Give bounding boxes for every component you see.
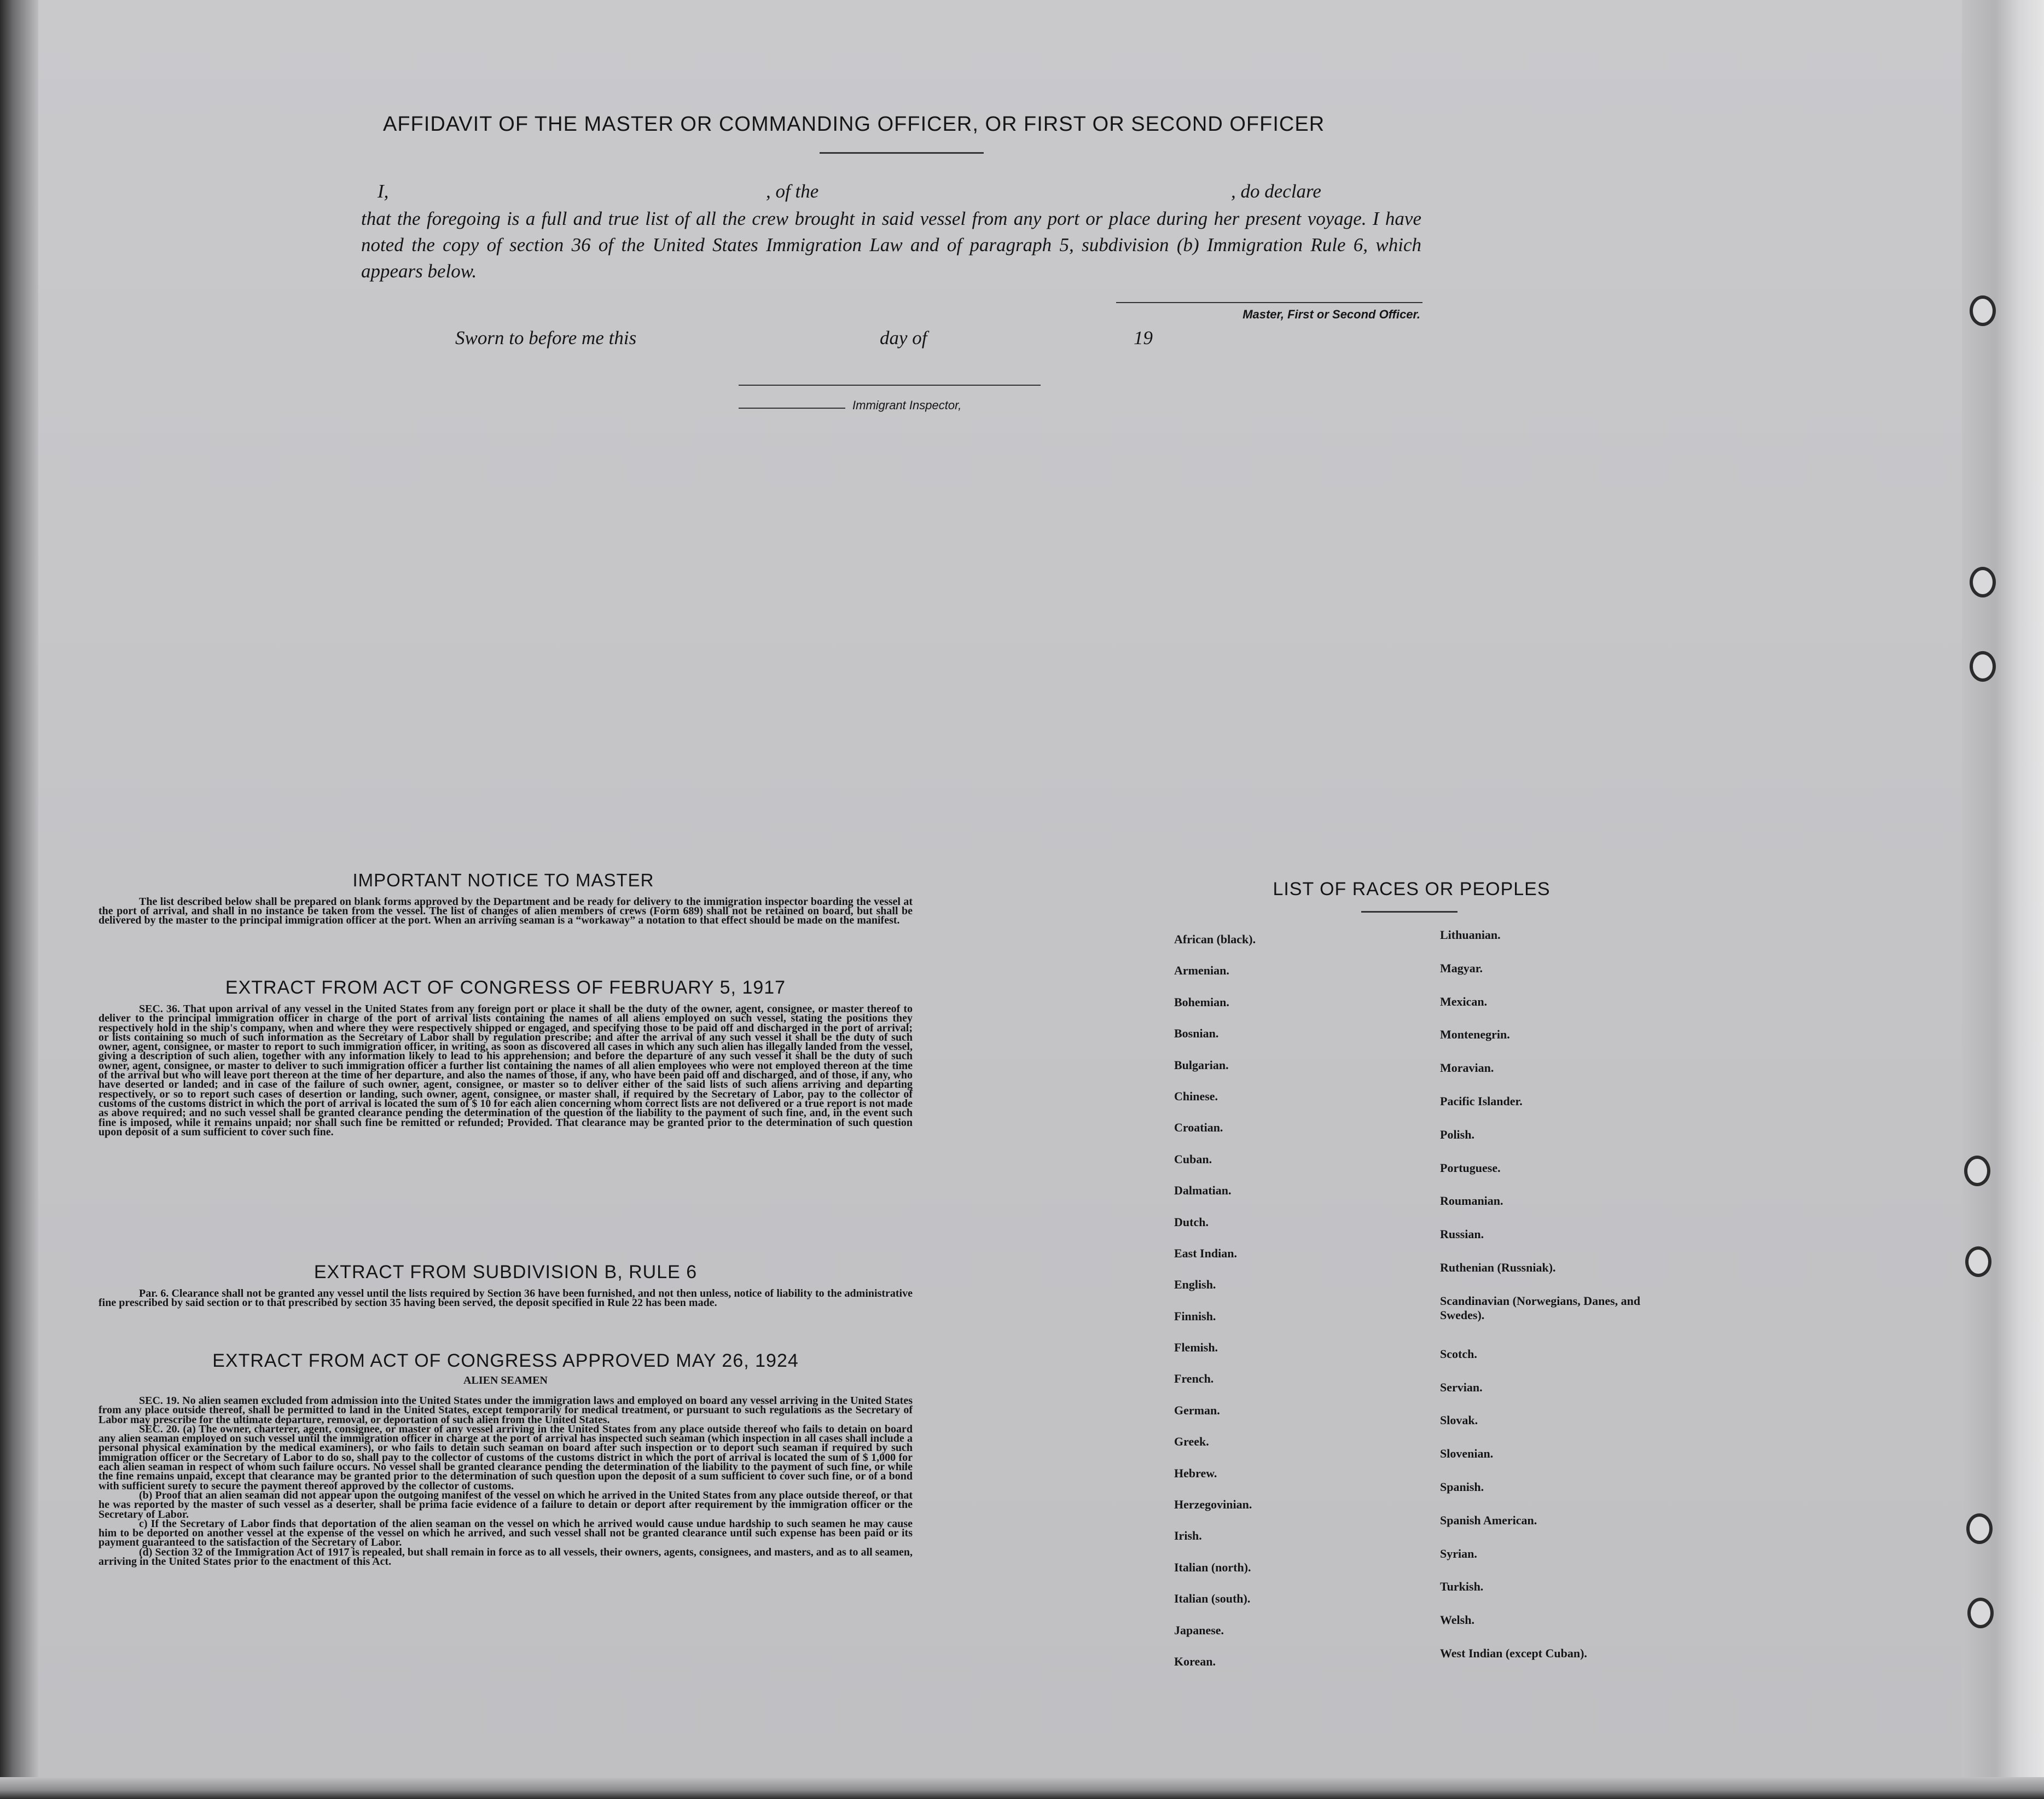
extract-1924-paragraph: SEC. 20. (a) The owner, charterer, agent, consignee, or master of any vessel arriving in the United States from any place outside thereof who fails to detain on board any alien seaman employed on such vessel until the immigration officer in charge at the port of arrival has inspected such seaman (which inspection in all cases shall include a personal physical examination by the medical examiners), or who fails to detain such seaman on board after such inspection or to deport such seaman if required by such immigration officer or the Secretary of Labor to do so, shall pay to the collector of customs of the customs district in which the port of arrival is located the sum of $ 1,000 for each alien seaman in respect of whom such failure occurs. No vessel shall be granted clearance pending the determination of the liability to the payment of such fine, or while the fine remains unpaid, except that clearance may be granted prior to the determination of such question upon the deposit of a sum sufficient to cover such fine, or of a bond with sufficient surety to secure the payment thereof approved by the collector of customs. [98,1423,913,1492]
master-signature-label: Master, First or Second Officer. [1242,307,1420,321]
binder-hole-icon [1964,1156,1990,1186]
races-list-left [1174,932,1404,1686]
extract-1917-paragraph: SEC. 36. That upon arrival of any vessel in the United States from any foreign port or place it shall be the duty of the owner, agent, consignee, or master thereof to deliver to the principal immigration officer in charge of the port of arrival lists containing the names of all aliens employed on such vessel, stating the positions they respectively hold in the ship's company, when and where they were respectively shipped or engaged, and specifying those to be paid off and discharged in the port of arrival; or lists containing so much of such information as the Secretary of Labor shall by regulation prescribe; and after the arrival of any such vessel it shall be the duty of such owner, agent, consignee, or master to report to such immigration officer, in writing, as soon as discovered all cases in which any such alien has illegally landed from the vessel, giving a description of such alien, together with any information likely to lead to his apprehension; and before the departure of any such vessel it shall be the duty of such owner, agent, consignee, or master to deliver to such immigration officer a further list containing the names of all alien employees who were not employed thereon at the time of the arrival but who will leave port thereon at the time of her departure, and also the names of those, if any, who have been paid off and discharged, and of those, if any, who have deserted or landed; and in case of the failure of such owner, agent, consignee, or master so to deliver either of the said lists of such aliens arriving and departing respectively, or so to report such cases of desertion or landing, such owner, agent, consignee, or master shall, if required by the Secretary of Labor, pay to the collector of customs of the customs district in which the port of arrival is located the sum of $ 10 for each alien concerning whom correct lists are not delivered or a true report is not made as above required; and no such vessel shall be granted clearance pending the determination of the question of the liability to the payment of such fine, and, in the event such fine is imposed, while it remains unpaid; nor shall such fine be remitted or refunded; Provided. That clearance may be granted prior to the determination of such question upon deposit of a sum sufficient to cover such fine. [98,1003,913,1138]
race-item: Moravian. [1440,1061,1494,1075]
race-item: Welsh. [1440,1613,1474,1627]
affidavit-of-the: , of the [766,181,819,202]
race-item: East Indian. [1174,1246,1237,1260]
race-item: Ruthenian (Russniak). [1440,1260,1556,1274]
race-item: Greek. [1174,1435,1209,1449]
race-item: Herzegovinian. [1174,1498,1252,1512]
race-item: West Indian (except Cuban). [1440,1646,1587,1660]
race-item: Scotch. [1440,1347,1477,1361]
race-item: Dalmatian. [1174,1183,1232,1198]
race-item: English. [1174,1278,1216,1292]
binder-hole-icon [1966,1513,1993,1544]
race-item: Bosnian. [1174,1026,1219,1041]
race-item: Lithuanian. [1440,928,1501,942]
extract-1924-paragraph: (b) Proof that an alien seaman did not appear upon the outgoing manifest of the vessel on which he arrived in the United States from any place outside thereof, or that he was reported by the master of such vessel as a deserter, shall be prima facie evidence of a failure to detain or deport after requirement by the immigration officer or the Secretary of Labor. [98,1489,913,1521]
race-item: Hebrew. [1174,1466,1217,1480]
extract-rule6-title: EXTRACT FROM SUBDIVISION B, RULE 6 [313,1262,698,1282]
notice-body: The list described below shall be prepared on blank forms approved by the Department and be ready for delivery to the immigration inspector boarding the vessel at the port of arrival, and shall in no instance be taken from the vessel. The list of changes of alien members of crews (Form 689) shall not be retained on board, but shall be delivered by the master to the principal immigration officer at the port. When an arriving seaman is a “workaway” a notation to that effect should be made on the manifest. [98,896,913,926]
affidavit-pronoun: I, [378,181,389,202]
extract-1924-paragraph: SEC. 19. No alien seamen excluded from admission into the United States under the immigration laws and employed on board any vessel arriving in the United States from any place outside thereof, shall be permitted to land in the United States, except temporarily for medical treatment, or pursuant to such regulations as the Secretary of Labor may prescribe for the ultimate departure, removal, or deportation of such alien from the United States. [98,1395,913,1426]
race-item: Armenian. [1174,964,1229,978]
binder-hole-icon [1970,567,1996,597]
race-item: Croatian. [1174,1121,1223,1135]
scan-left-edge [0,0,38,1799]
race-item: Mexican. [1440,994,1488,1008]
extract-rule6-paragraph: Par. 6. Clearance shall not be granted any vessel until the lists required by Section 36 have been furnished, and not then unless, notice of liability to the administrative fine prescribed by said section or to that prescribed by section 35 having been served, the deposit specified in Rule 22 has been made. [98,1287,913,1309]
race-item: Slovak. [1440,1413,1478,1427]
scan-bottom-edge [0,1777,2044,1799]
race-item: Magyar. [1440,961,1483,975]
race-item: Cuban. [1174,1152,1212,1166]
race-item: Scandinavian (Norwegians, Danes, and Swedes). [1440,1293,1641,1322]
sworn-day-of: day of [880,327,927,349]
extract-1924-paragraph: (d) Section 32 of the Immigration Act of 1917 is repealed, but shall remain in force as to all vessels, their owners, agents, consignees, and masters, and as to all seamen, arriving in the United States prior to the enactment of this Act. [98,1546,913,1568]
race-item: Chinese. [1174,1089,1218,1103]
affidavit-do-declare: , do declare [1231,181,1321,202]
races-title-rule [1361,911,1457,913]
extract-rule6-body [98,1289,913,1308]
inspector-signature-line [739,385,1041,386]
race-item: Italian (north). [1174,1560,1251,1574]
race-item: Bulgarian. [1174,1058,1229,1072]
race-item: Slovenian. [1440,1447,1494,1461]
race-item: Polish. [1440,1127,1474,1141]
extract-1917-title: EXTRACT FROM ACT OF CONGRESS OF FEBRUARY 5, 1917 [225,977,786,998]
race-item: Finnish. [1174,1309,1216,1323]
race-item: Spanish. [1440,1479,1484,1494]
race-item: German. [1174,1403,1220,1417]
inspector-signature-line-short [739,408,845,409]
race-item: Portuguese. [1440,1160,1501,1175]
extract-1917-body [98,1005,913,1137]
extract-1924-paragraph: c) If the Secretary of Labor finds that deportation of the alien seaman on the vessel on which he arrived would cause undue hardship to such seamen he may cause him to be deported on another vessel at the expense of the vessel on which he arrived, and such vessel shall not be granted clearance until such expense has been paid or its payment guaranteed to the satisfaction of the Secretary of Labor. [98,1517,913,1549]
race-item: Bohemian. [1174,995,1229,1009]
extract-1924-title: EXTRACT FROM ACT OF CONGRESS APPROVED MAY 26, 1924 [212,1350,799,1371]
race-item: Flemish. [1174,1340,1218,1355]
race-item: French. [1174,1372,1214,1386]
affidavit-title: AFFIDAVIT OF THE MASTER OR COMMANDING OFFICER, OR FIRST OR SECOND OFFICER [383,113,1325,136]
race-item: Italian (south). [1174,1592,1251,1606]
sworn-year: 19 [1134,327,1153,349]
binder-hole-icon [1970,295,1996,326]
affidavit-declaration-line [361,178,1421,206]
race-item: Syrian. [1440,1546,1477,1560]
extract-1924-subtitle: ALIEN SEAMEN [463,1374,548,1386]
races-list-right [1440,928,1648,1680]
race-item: Turkish. [1440,1580,1484,1594]
race-item: Servian. [1440,1380,1483,1394]
race-item: Korean. [1174,1654,1216,1668]
race-item: Dutch. [1174,1215,1209,1229]
affidavit-title-rule [820,152,984,154]
race-item: Roumanian. [1440,1194,1503,1208]
binder-hole-icon [1965,1246,1991,1277]
race-item: Montenegrin. [1440,1028,1510,1042]
race-item: Spanish American. [1440,1513,1537,1527]
extract-1924-body [98,1396,913,1566]
affidavit-body [361,178,1421,285]
binder-hole-icon [1967,1598,1994,1628]
inspector-label: Immigrant Inspector, [852,398,962,412]
race-item: Japanese. [1174,1623,1224,1637]
binder-hole-icon [1970,651,1996,682]
race-item: Pacific Islander. [1440,1094,1523,1108]
sworn-prefix: Sworn to before me this [455,327,637,349]
master-signature-line [1116,302,1422,303]
notice-title: IMPORTANT NOTICE TO MASTER [352,870,654,890]
race-item: African (black). [1174,932,1256,946]
affidavit-statement: that the foregoing is a full and true list of all the crew brought in said vessel from any port or place during her present voyage. I have noted the copy of section 36 of the United States Immigration Law and of paragraph 5, subdivision (b) Immigration Rule 6, which appears below. [361,208,1421,282]
races-title: LIST OF RACES OR PEOPLES [1273,879,1551,900]
race-item: Irish. [1174,1529,1202,1543]
race-item: Russian. [1440,1227,1484,1241]
